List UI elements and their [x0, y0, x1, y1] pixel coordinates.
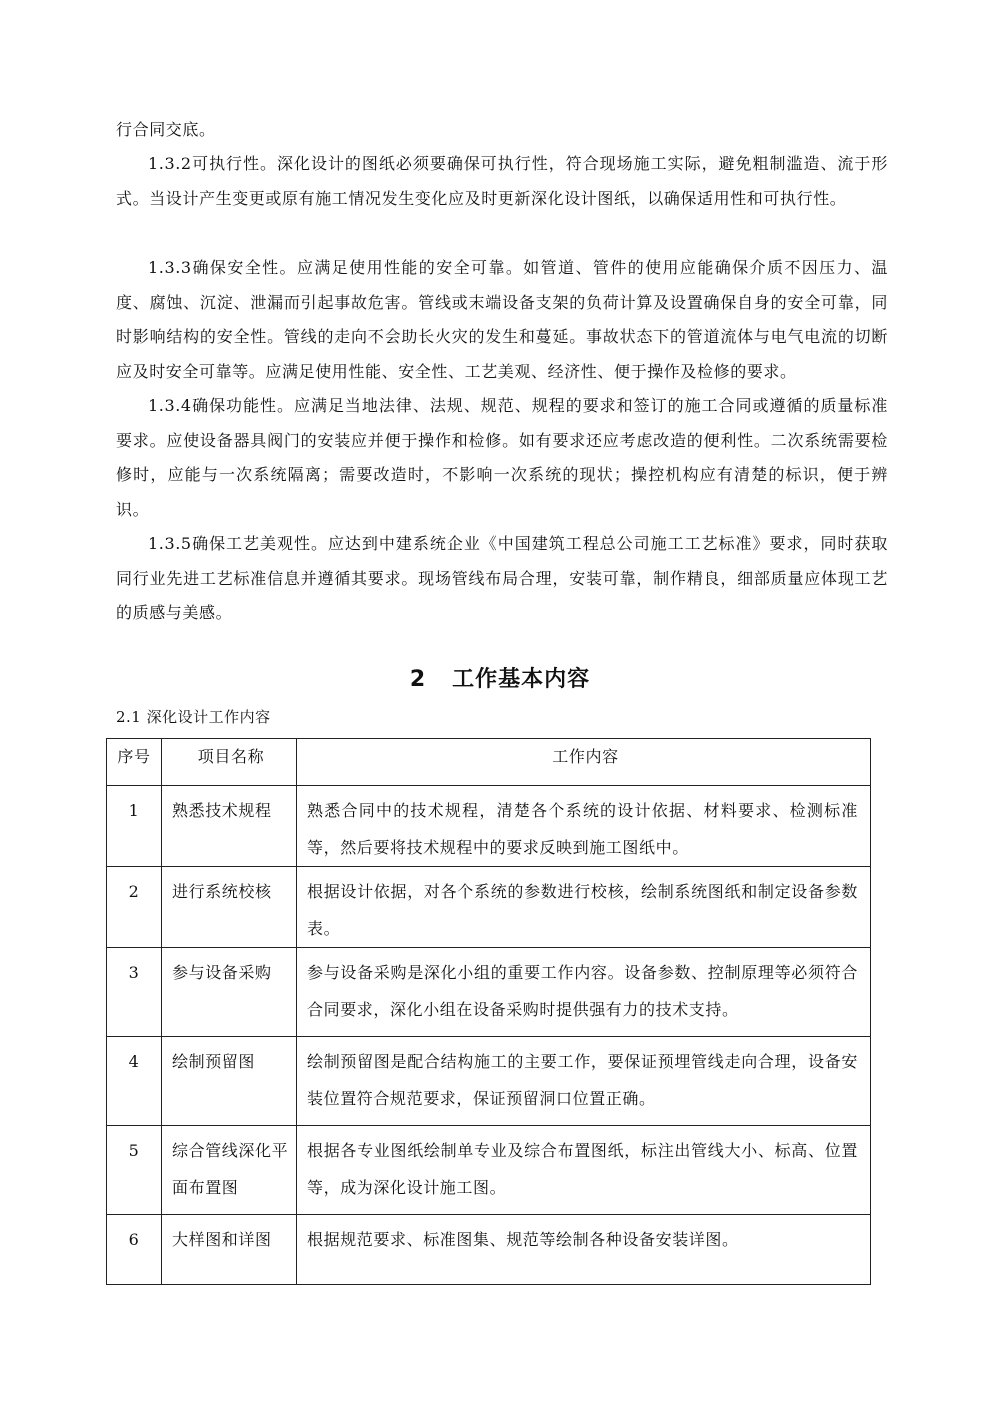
paragraph-executability: 1.3.2可执行性。深化设计的图纸必须要确保可执行性，符合现场施工实际，避免粗制滥造、流于形式。当设计产生变更或原有施工情况发生变化应及时更新深化设计图纸，以确保适用性和可执行性。: [116, 154, 888, 208]
row-name: 熟悉技术规程: [162, 786, 297, 867]
row-name: 绘制预留图: [162, 1037, 297, 1126]
table-row: [107, 948, 871, 1037]
paragraph-aesthetics: 1.3.5确保工艺美观性。应达到中建系统企业《中国建筑工程总公司施工工艺标准》要求，同时获取同行业先进工艺标准信息并遵循其要求。现场管线布局合理，安装可靠，制作精良，细部质量应体现工艺的质感与美感。: [116, 534, 888, 622]
row-name: 综合管线深化平面布置图: [162, 1126, 297, 1215]
chapter-heading: [0, 662, 1000, 693]
row-name: 进行系统校核: [162, 867, 297, 948]
table-row: [107, 1215, 871, 1285]
paragraph-safety: 1.3.3确保安全性。应满足使用性能的安全可靠。如管道、管件的使用应能确保介质不因压力、温度、腐蚀、沉淀、泄漏而引起事故危害。管线或末端设备支架的负荷计算及设置确保自身的安全可靠，同时影响结构的安全性。管线的走向不会助长火灾的发生和蔓延。事故状态下的管道流体与电气电流的切断应及时安全可靠等。应满足使用性能、安全性、工艺美观、经济性、便于操作及检修的要求。: [116, 258, 888, 381]
row-seq: 6: [107, 1215, 162, 1285]
header-content: 工作内容: [297, 739, 871, 786]
row-seq: 1: [107, 786, 162, 867]
row-name: 大样图和详图: [162, 1215, 297, 1285]
row-seq: 5: [107, 1126, 162, 1215]
row-seq: 2: [107, 867, 162, 948]
paragraph-functionality: 1.3.4确保功能性。应满足当地法律、法规、规范、规程的要求和签订的施工合同或遵循的质量标准要求。应使设备器具阀门的安装应并便于操作和检修。如有要求还应考虑改造的便利性。二次系统需要检修时，应能与一次系统隔离；需要改造时，不影响一次系统的现状；操控机构应有清楚的标识，便于辨识。: [116, 396, 888, 519]
row-content: 根据各专业图纸绘制单专业及综合布置图纸，标注出管线大小、标高、位置等，成为深化设计施工图。: [297, 1126, 871, 1215]
row-seq: 3: [107, 948, 162, 1037]
table-row: [107, 1037, 871, 1126]
header-seq: 序号: [107, 739, 162, 786]
section-heading: 2.1 深化设计工作内容: [116, 708, 271, 726]
work-content-table: [106, 738, 871, 1285]
row-seq: 4: [107, 1037, 162, 1126]
row-content: 根据规范要求、标准图集、规范等绘制各种设备安装详图。: [297, 1215, 871, 1285]
row-content: 根据设计依据，对各个系统的参数进行校核，绘制系统图纸和制定设备参数表。: [297, 867, 871, 948]
paragraph-continuation: 行合同交底。: [116, 120, 216, 139]
row-content: 参与设备采购是深化小组的重要工作内容。设备参数、控制原理等必须符合合同要求，深化小组在设备采购时提供强有力的技术支持。: [297, 948, 871, 1037]
table-row: [107, 786, 871, 867]
table-row: [107, 867, 871, 948]
row-name: 参与设备采购: [162, 948, 297, 1037]
row-content: 熟悉合同中的技术规程，清楚各个系统的设计依据、材料要求、检测标准等，然后要将技术规程中的要求反映到施工图纸中。: [297, 786, 871, 867]
table-row: [107, 1126, 871, 1215]
row-content: 绘制预留图是配合结构施工的主要工作，要保证预埋管线走向合理，设备安装位置符合规范要求，保证预留洞口位置正确。: [297, 1037, 871, 1126]
table-header-row: [107, 739, 871, 786]
header-name: 项目名称: [162, 739, 297, 786]
chapter-title: 工作基本内容: [452, 667, 591, 692]
chapter-number: 2: [409, 667, 427, 692]
